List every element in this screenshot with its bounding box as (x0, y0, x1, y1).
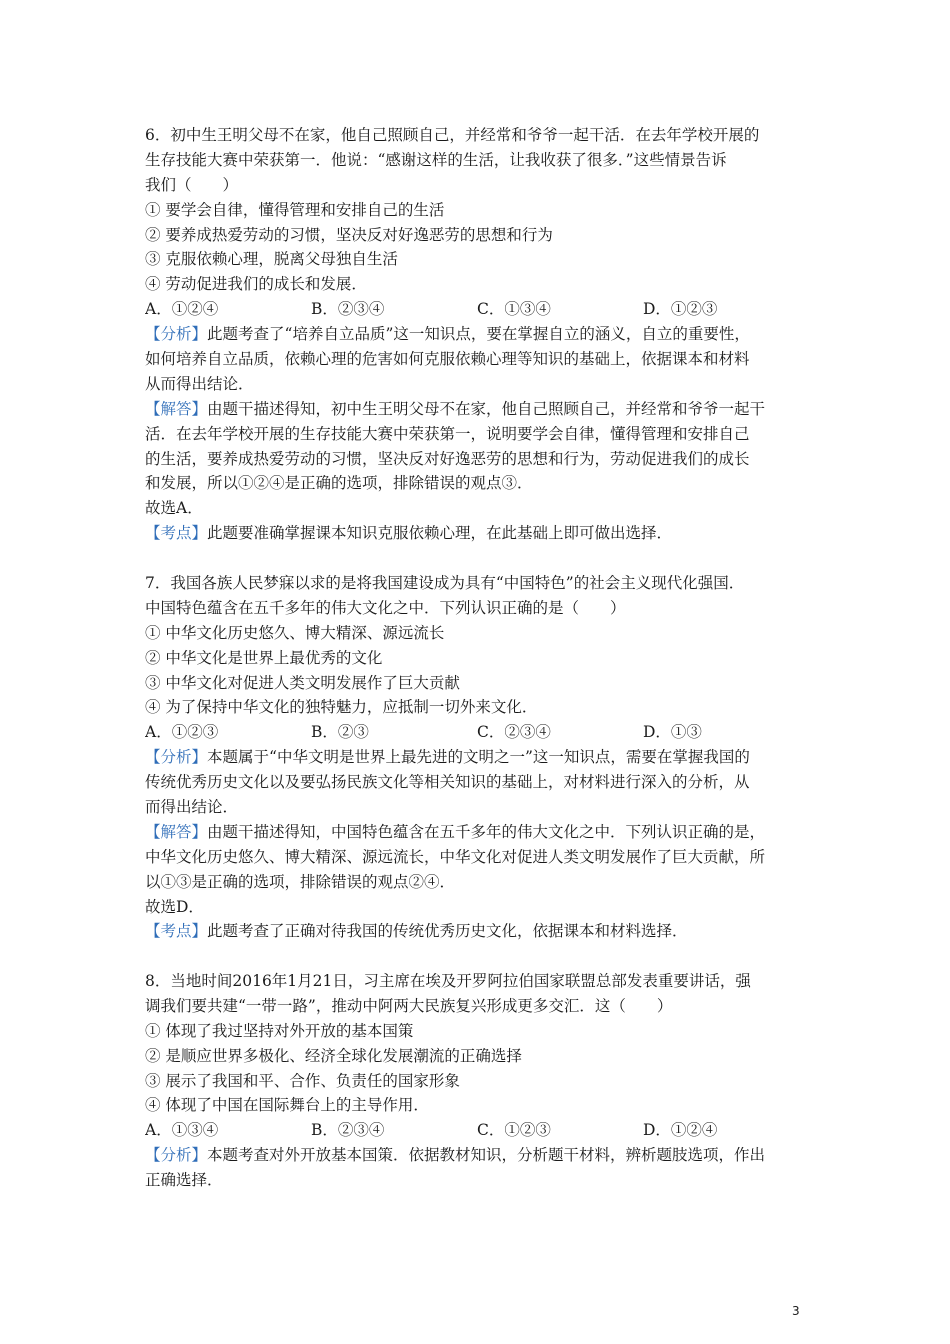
point-tag: 【考点】 (145, 922, 208, 941)
question-stem-line: 调我们要共建“一带一路”，推动中阿两大民族复兴形成更多交汇．这（ ） (145, 996, 673, 1015)
option-d: D．①②③ (643, 300, 718, 319)
option-a: A．①②④ (145, 300, 219, 319)
statement-item: ④ 为了保持中华文化的独特魅力，应抵制一切外来文化． (145, 698, 538, 717)
analysis-tag: 【分析】 (145, 748, 208, 767)
answer-line: 中华文化历史悠久、博大精深、源远流长，中华文化对促进人类文明发展作了巨大贡献，所 (145, 847, 766, 866)
statement-item: ① 体现了我过坚持对外开放的基本国策 (145, 1021, 414, 1040)
statement-item: ③ 展示了我国和平、合作、负责任的国家形象 (145, 1071, 460, 1090)
question-stem-line: 中国特色蕴含在五千多年的伟大文化之中．下列认识正确的是（ ） (145, 598, 626, 617)
question-6 (145, 123, 809, 546)
choice-line: 故选D． (145, 897, 204, 916)
answer-line: 以①③是正确的选项，排除错误的观点②④． (145, 872, 456, 891)
analysis-line: 传统优秀历史文化以及要弘扬民族文化等相关知识的基础上，对材料进行深入的分析，从 (145, 773, 750, 792)
answer-line: 【解答】由题干描述得知，中国特色蕴含在五千多年的伟大文化之中．下列认识正确的是， (145, 822, 766, 841)
statement-item: ① 中华文化历史悠久、博大精深、源远流长 (145, 623, 445, 642)
question-stem-line: 6．初中生王明父母不在家，他自己照顾自己，并经常和爷爷一起干活．在去年学校开展的 (145, 126, 760, 144)
question-7 (145, 571, 809, 944)
answer-tag: 【解答】 (145, 822, 208, 841)
question-stem-line: 8．当地时间2016年1月21日，习主席在埃及开罗阿拉伯国家联盟总部发表重要讲话，强 (145, 972, 751, 990)
answer-options (145, 297, 809, 322)
statement-item: ③ 克服依赖心理，脱离父母独自生活 (145, 250, 398, 269)
option-a: A．①②③ (145, 723, 219, 742)
statement-item: ② 中华文化是世界上最优秀的文化 (145, 648, 383, 667)
point-tag: 【考点】 (145, 524, 208, 543)
statement-item: ③ 中华文化对促进人类文明发展作了巨大贡献 (145, 673, 460, 692)
statement-item: ② 是顺应世界多极化、经济全球化发展潮流的正确选择 (145, 1046, 522, 1065)
option-c: C．②③④ (477, 723, 551, 742)
question-stem-line: 我们（ ） (145, 175, 239, 194)
analysis-tag: 【分析】 (145, 1146, 208, 1165)
question-stem-line: 7．我国各族人民梦寐以求的是将我国建设成为具有“中国特色”的社会主义现代化强国． (145, 574, 745, 592)
option-d: D．①②④ (643, 1121, 718, 1140)
analysis-line: 【分析】本题考查对外开放基本国策．依据教材知识，分析题干材料，辨析题肢选项，作出 (145, 1146, 766, 1165)
option-b: B．②③ (311, 723, 369, 742)
analysis-line: 【分析】此题考查了“培养自立品质”这一知识点，要在掌握自立的涵义，自立的重要性， (145, 325, 750, 344)
answer-options (145, 720, 809, 745)
option-a: A．①③④ (145, 1121, 219, 1140)
page-number: 3 (792, 1304, 800, 1318)
statement-item: ④ 体现了中国在国际舞台上的主导作用． (145, 1096, 429, 1115)
analysis-line: 正确选择． (145, 1171, 223, 1190)
option-b: B．②③④ (311, 300, 385, 319)
statement-item: ② 要养成热爱劳动的习惯，坚决反对好逸恶劳的思想和行为 (145, 225, 553, 244)
option-b: B．②③④ (311, 1121, 385, 1140)
answer-tag: 【解答】 (145, 399, 208, 418)
answer-line: 【解答】由题干描述得知，初中生王明父母不在家，他自己照顾自己，并经常和爷爷一起干 (145, 399, 766, 418)
option-d: D．①③ (643, 723, 702, 742)
analysis-tag: 【分析】 (145, 325, 208, 344)
answer-options (145, 1118, 809, 1143)
analysis-line: 如何培养自立品质，依赖心理的危害如何克服依赖心理等知识的基础上，依据课本和材料 (145, 350, 750, 369)
answer-line: 活．在去年学校开展的生存技能大赛中荣获第一，说明要学会自律，懂得管理和安排自己 (145, 424, 750, 443)
point-line: 【考点】此题要准确掌握课本知识克服依赖心理，在此基础上即可做出选择． (145, 524, 673, 543)
answer-line: 的生活，要养成热爱劳动的习惯，坚决反对好逸恶劳的思想和行为，劳动促进我们的成长 (145, 449, 750, 468)
statement-item: ④ 劳动促进我们的成长和发展． (145, 275, 367, 294)
analysis-line: 而得出结论． (145, 798, 239, 817)
analysis-line: 从而得出结论． (145, 374, 254, 393)
question-8 (145, 969, 809, 1193)
statement-item: ① 要学会自律，懂得管理和安排自己的生活 (145, 200, 445, 219)
question-stem-line: 生存技能大赛中荣获第一．他说：“感谢这样的生活，让我收获了很多．”这些情景告诉 (145, 150, 727, 169)
analysis-line: 【分析】本题属于“中华文明是世界上最先进的文明之一”这一知识点，需要在掌握我国的 (145, 748, 750, 767)
answer-line: 和发展，所以①②④是正确的选项，排除错误的观点③． (145, 474, 533, 493)
point-line: 【考点】此题考查了正确对待我国的传统优秀历史文化，依据课本和材料选择． (145, 922, 688, 941)
option-c: C．①②③ (477, 1121, 551, 1140)
option-c: C．①③④ (477, 300, 551, 319)
choice-line: 故选A． (145, 499, 203, 518)
